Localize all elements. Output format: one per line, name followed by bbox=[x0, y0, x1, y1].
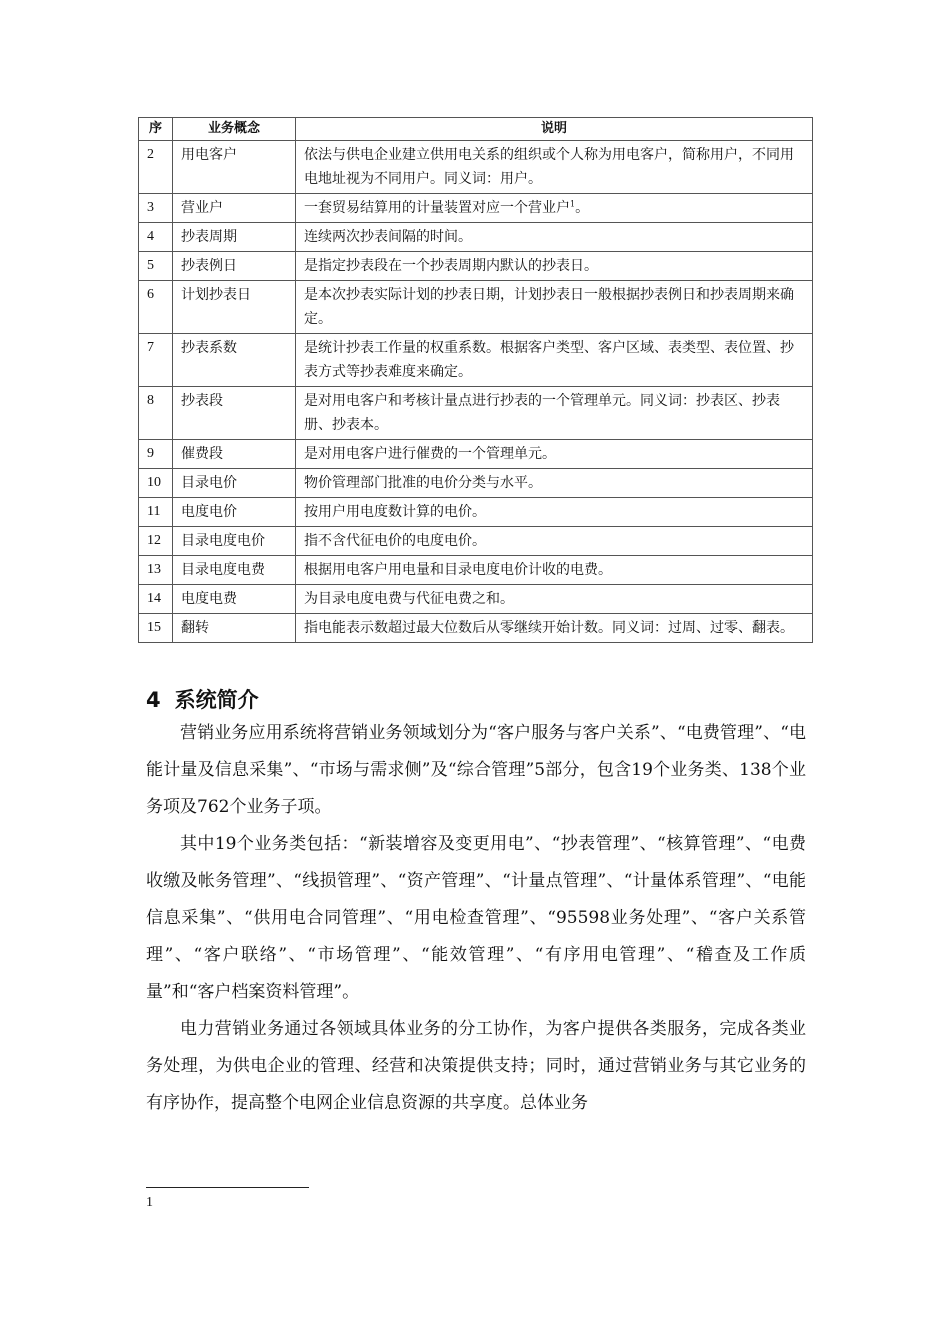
table-row bbox=[139, 281, 813, 334]
header-num: 序 bbox=[139, 118, 173, 141]
row-desc: 物价管理部门批准的电价分类与水平。 bbox=[296, 469, 813, 498]
row-num: 10 bbox=[139, 469, 173, 498]
body-paragraph: 电力营销业务通过各领域具体业务的分工协作，为客户提供各类服务，完成各类业务处理，为供电企业的管理、经营和决策提供支持；同时，通过营销业务与其它业务的有序协作，提高整个电网企业信息资源的共享度。总体业务 bbox=[146, 1019, 806, 1113]
table-row bbox=[139, 440, 813, 469]
table-row bbox=[139, 556, 813, 585]
row-desc: 是指定抄表段在一个抄表周期内默认的抄表日。 bbox=[296, 252, 813, 281]
row-desc: 是本次抄表实际计划的抄表日期，计划抄表日一般根据抄表例日和抄表周期来确定。 bbox=[296, 281, 813, 334]
header-term: 业务概念 bbox=[173, 118, 296, 141]
row-num: 4 bbox=[139, 223, 173, 252]
row-desc: 为目录电度电费与代征电费之和。 bbox=[296, 585, 813, 614]
row-desc bbox=[296, 194, 813, 223]
row-desc: 连续两次抄表间隔的时间。 bbox=[296, 223, 813, 252]
row-term: 翻转 bbox=[173, 614, 296, 643]
footnote-separator bbox=[146, 1187, 309, 1188]
row-term: 营业户 bbox=[173, 194, 296, 223]
row-term: 抄表例日 bbox=[173, 252, 296, 281]
row-desc: 是对用电客户和考核计量点进行抄表的一个管理单元。同义词：抄表区、抄表册、抄表本。 bbox=[296, 387, 813, 440]
row-term: 用电客户 bbox=[173, 141, 296, 194]
footnote-ref[interactable]: 1 bbox=[570, 199, 576, 209]
row-desc: 依法与供电企业建立供用电关系的组织或个人称为用电客户，简称用户，不同用电地址视为不同用户。同义词：用户。 bbox=[296, 141, 813, 194]
row-num: 12 bbox=[139, 527, 173, 556]
row-num: 5 bbox=[139, 252, 173, 281]
row-num: 9 bbox=[139, 440, 173, 469]
section-body bbox=[146, 715, 806, 1122]
table-row bbox=[139, 223, 813, 252]
row-desc: 指电能表示数超过最大位数后从零继续开始计数。同义词：过周、过零、翻表。 bbox=[296, 614, 813, 643]
row-term: 抄表周期 bbox=[173, 223, 296, 252]
table-row bbox=[139, 527, 813, 556]
row-term: 计划抄表日 bbox=[173, 281, 296, 334]
section-title: 系统简介 bbox=[174, 688, 259, 712]
row-term: 催费段 bbox=[173, 440, 296, 469]
row-num: 15 bbox=[139, 614, 173, 643]
table-row bbox=[139, 141, 813, 194]
table-header-row bbox=[139, 118, 813, 141]
row-term: 抄表段 bbox=[173, 387, 296, 440]
row-desc: 根据用电客户用电量和目录电度电价计收的电费。 bbox=[296, 556, 813, 585]
table-row bbox=[139, 387, 813, 440]
row-num: 13 bbox=[139, 556, 173, 585]
body-paragraph: 其中19个业务类包括：“新装增容及变更用电”、“抄表管理”、“核算管理”、“电费收缴及帐务管理”、“线损管理”、“资产管理”、“计量点管理”、“计量体系管理”、“电能信息采集”、“供用电合同管理”、“用电检查管理”、“95598业务处理”、“客户关系管理”、“客户联络”、“市场管理”、“能效管理”、“有序用电管理”、“稽查及工作质量”和“客户档案资料管理”。 bbox=[146, 834, 806, 1002]
row-num: 7 bbox=[139, 334, 173, 387]
row-num: 8 bbox=[139, 387, 173, 440]
row-num: 2 bbox=[139, 141, 173, 194]
row-desc: 按用户用电度数计算的电价。 bbox=[296, 498, 813, 527]
row-term: 目录电度电费 bbox=[173, 556, 296, 585]
row-term: 目录电度电价 bbox=[173, 527, 296, 556]
glossary-table bbox=[138, 117, 813, 643]
section-number: 4 bbox=[146, 688, 161, 712]
section-heading bbox=[146, 684, 259, 714]
row-num: 11 bbox=[139, 498, 173, 527]
table-row bbox=[139, 194, 813, 223]
row-desc: 是统计抄表工作量的权重系数。根据客户类型、客户区域、表类型、表位置、抄表方式等抄表难度来确定。 bbox=[296, 334, 813, 387]
header-desc: 说明 bbox=[296, 118, 813, 141]
row-term: 电度电价 bbox=[173, 498, 296, 527]
row-num: 14 bbox=[139, 585, 173, 614]
table-row bbox=[139, 614, 813, 643]
row-desc-text: 一套贸易结算用的计量装置对应一个营业户 bbox=[304, 200, 570, 216]
body-paragraph: 营销业务应用系统将营销业务领域划分为“客户服务与客户关系”、“电费管理”、“电能计量及信息采集”、“市场与需求侧”及“综合管理”5部分，包含19个业务类、138个业务项及762个业务子项。 bbox=[146, 723, 806, 817]
table-row bbox=[139, 334, 813, 387]
row-num: 3 bbox=[139, 194, 173, 223]
row-desc: 是对用电客户进行催费的一个管理单元。 bbox=[296, 440, 813, 469]
row-desc-tail: 。 bbox=[575, 200, 590, 216]
footnote-mark: 1 bbox=[146, 1195, 153, 1210]
table-row bbox=[139, 498, 813, 527]
row-term: 抄表系数 bbox=[173, 334, 296, 387]
table-row bbox=[139, 469, 813, 498]
row-term: 电度电费 bbox=[173, 585, 296, 614]
table-row bbox=[139, 585, 813, 614]
table-row bbox=[139, 252, 813, 281]
row-num: 6 bbox=[139, 281, 173, 334]
row-desc: 指不含代征电价的电度电价。 bbox=[296, 527, 813, 556]
row-term: 目录电价 bbox=[173, 469, 296, 498]
